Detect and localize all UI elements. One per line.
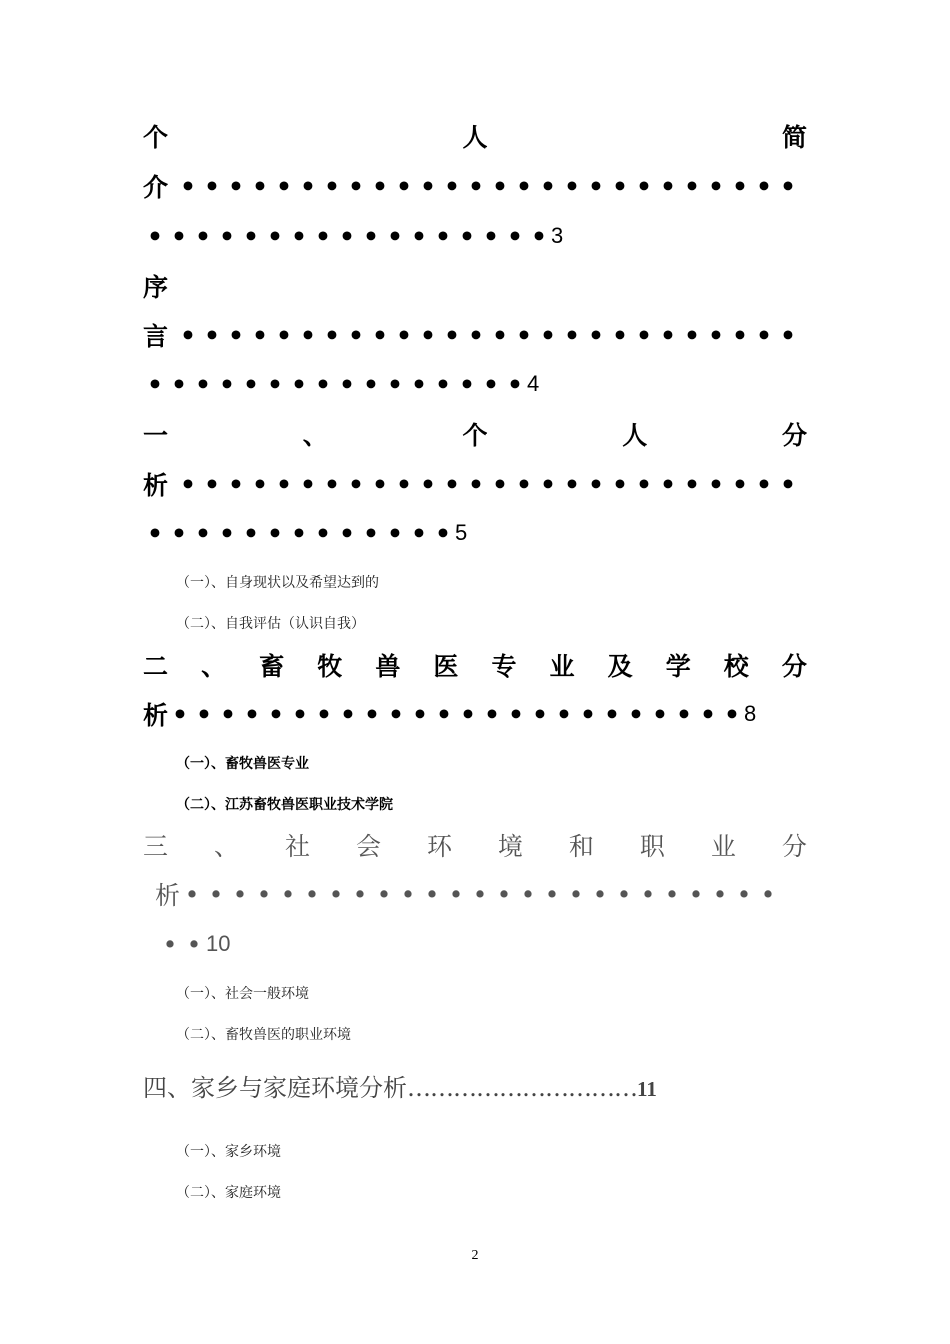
- leader-dot: •: [324, 320, 340, 350]
- leader-dot: •: [276, 320, 292, 350]
- toc-char: 牧: [317, 652, 343, 681]
- toc-subentry[interactable]: （二）、家庭环境: [176, 1185, 281, 1201]
- leader-dot: •: [660, 171, 676, 201]
- leader-dot: •: [592, 879, 608, 909]
- toc-char: 校: [723, 652, 749, 681]
- leader-dot: •: [516, 320, 532, 350]
- leader-dot: •: [252, 469, 268, 499]
- leader-dot: •: [540, 320, 556, 350]
- leader-dot: •: [708, 469, 724, 499]
- leader-dot: •: [492, 469, 508, 499]
- leader-dot: •: [348, 469, 364, 499]
- toc-page-number: 3: [551, 223, 564, 248]
- leader-dot: •: [172, 699, 188, 729]
- leader-dot: •: [268, 699, 284, 729]
- toc-char: 业: [549, 652, 575, 681]
- leader-dot: •: [564, 171, 580, 201]
- leader-dot: •: [363, 369, 379, 399]
- leader-dot: •: [363, 221, 379, 251]
- leader-dot: •: [204, 320, 220, 350]
- leader-dot: •: [243, 221, 259, 251]
- leader-dot: •: [660, 320, 676, 350]
- leader-dot: •: [339, 518, 355, 548]
- toc-char: 及: [607, 652, 633, 681]
- leader-dot: •: [612, 469, 628, 499]
- dot-leader: …………………………: [407, 1074, 637, 1102]
- leader-dot: •: [171, 518, 187, 548]
- dot-leader: [176, 470, 800, 499]
- leader-dot: •: [291, 369, 307, 399]
- leader-dot: •: [219, 518, 235, 548]
- leader-dot: •: [400, 879, 416, 909]
- leader-dot: •: [459, 221, 475, 251]
- leader-dot: •: [676, 699, 692, 729]
- leader-dot: •: [324, 469, 340, 499]
- leader-dot: •: [760, 879, 776, 909]
- leader-dot: •: [588, 320, 604, 350]
- leader-dot: •: [315, 221, 331, 251]
- leader-dot: •: [244, 699, 260, 729]
- toc-char: 、: [213, 832, 239, 861]
- leader-dot: •: [568, 879, 584, 909]
- leader-dot: •: [396, 469, 412, 499]
- leader-dot: •: [604, 699, 620, 729]
- toc-char: 社: [284, 832, 310, 861]
- leader-dot: •: [304, 879, 320, 909]
- leader-dot: •: [184, 879, 200, 909]
- leader-dot: •: [396, 171, 412, 201]
- leader-dot: •: [460, 699, 476, 729]
- leader-dot: •: [204, 469, 220, 499]
- leader-dot: •: [516, 171, 532, 201]
- leader-dot: •: [564, 320, 580, 350]
- leader-dot: •: [195, 369, 211, 399]
- leader-dot: •: [684, 469, 700, 499]
- toc-char: 三: [143, 832, 169, 861]
- leader-dot: •: [411, 221, 427, 251]
- leader-dot: •: [472, 879, 488, 909]
- leader-dot: •: [660, 469, 676, 499]
- leader-dot: •: [684, 171, 700, 201]
- toc-page-number: 11: [637, 1077, 657, 1101]
- page-number: 2: [471, 1248, 479, 1263]
- leader-dot: •: [276, 171, 292, 201]
- leader-dot: •: [228, 320, 244, 350]
- toc-entry-2-heading[interactable]: [143, 266, 807, 306]
- leader-dot: •: [180, 171, 196, 201]
- leader-dot: •: [612, 171, 628, 201]
- leader-dot: •: [348, 171, 364, 201]
- toc-entry-1-leader-cont[interactable]: [143, 216, 807, 256]
- leader-dot: •: [376, 879, 392, 909]
- leader-dot: •: [636, 171, 652, 201]
- leader-dot: •: [444, 469, 460, 499]
- leader-dot: •: [291, 221, 307, 251]
- leader-dot: •: [340, 699, 356, 729]
- toc-char: 学: [665, 652, 691, 681]
- leader-dot: •: [684, 320, 700, 350]
- leader-dot: •: [171, 369, 187, 399]
- leader-dot: •: [372, 320, 388, 350]
- toc-page-number: 8: [744, 701, 757, 726]
- toc-char: 个: [462, 421, 488, 450]
- leader-dot: •: [756, 469, 772, 499]
- toc-subentry[interactable]: （一）、畜牧兽医专业: [176, 756, 309, 772]
- leader-dot: •: [468, 320, 484, 350]
- leader-dot: •: [280, 879, 296, 909]
- toc-char: 析: [155, 881, 181, 910]
- leader-dot: •: [420, 171, 436, 201]
- leader-dot: •: [220, 699, 236, 729]
- leader-dot: •: [516, 469, 532, 499]
- toc-char: 人: [622, 421, 648, 450]
- toc-char: 畜: [259, 652, 285, 681]
- leader-dot: •: [186, 929, 202, 959]
- toc-char: 分: [781, 832, 807, 861]
- leader-dot: •: [396, 320, 412, 350]
- leader-dot: •: [315, 518, 331, 548]
- toc-char: 序: [143, 273, 169, 302]
- leader-dot: •: [267, 518, 283, 548]
- toc-entry-4-leader[interactable]: [143, 694, 807, 734]
- leader-dot: •: [507, 221, 523, 251]
- leader-dot: •: [492, 171, 508, 201]
- leader-dot: •: [640, 879, 656, 909]
- leader-dot: •: [232, 879, 248, 909]
- leader-dot: •: [352, 879, 368, 909]
- leader-dot: •: [444, 320, 460, 350]
- leader-dot: •: [556, 699, 572, 729]
- leader-dot: •: [736, 879, 752, 909]
- leader-dot: •: [411, 518, 427, 548]
- leader-dot: •: [324, 171, 340, 201]
- toc-char: 兽: [375, 652, 401, 681]
- toc-char: 言: [143, 322, 169, 351]
- leader-dot: •: [276, 469, 292, 499]
- leader-dot: •: [508, 699, 524, 729]
- leader-dot: •: [256, 879, 272, 909]
- toc-char: 和: [568, 832, 594, 861]
- toc-entry-5-leader-cont[interactable]: [158, 924, 798, 964]
- leader-dot: •: [388, 699, 404, 729]
- leader-dot: •: [780, 320, 796, 350]
- toc-entry-3-heading[interactable]: [143, 414, 807, 454]
- leader-dot: •: [708, 171, 724, 201]
- toc-page-number: 5: [455, 520, 468, 545]
- leader-dot: •: [372, 171, 388, 201]
- toc-subentry[interactable]: （一）、社会一般环境: [176, 986, 309, 1002]
- toc-char: 职: [639, 832, 665, 861]
- toc-subentry[interactable]: （一）、自身现状以及希望达到的: [176, 575, 379, 591]
- leader-dot: •: [315, 369, 331, 399]
- toc-char: 二: [143, 652, 169, 681]
- leader-dot: •: [180, 320, 196, 350]
- leader-dot: •: [219, 221, 235, 251]
- leader-dot: •: [162, 929, 178, 959]
- leader-dot: •: [243, 369, 259, 399]
- leader-dot: •: [300, 320, 316, 350]
- toc-char: 专: [491, 652, 517, 681]
- leader-dot: •: [372, 469, 388, 499]
- leader-dot: •: [411, 369, 427, 399]
- toc-entry-3-leader-cont[interactable]: [143, 513, 807, 553]
- toc-subentry[interactable]: （二）、畜牧兽医的职业环境: [176, 1027, 351, 1043]
- leader-dot: •: [387, 518, 403, 548]
- toc-char: 介: [143, 173, 169, 202]
- leader-dot: •: [267, 221, 283, 251]
- leader-dot: •: [732, 320, 748, 350]
- toc-entry-2-leader-cont[interactable]: [143, 364, 807, 404]
- toc-char: 、: [302, 421, 328, 450]
- leader-dot: •: [468, 469, 484, 499]
- dot-leader: [143, 222, 551, 251]
- leader-dot: •: [612, 320, 628, 350]
- leader-dot: •: [195, 518, 211, 548]
- leader-dot: •: [196, 699, 212, 729]
- leader-dot: •: [459, 369, 475, 399]
- dot-leader: [158, 930, 206, 959]
- toc-char: 个: [143, 123, 169, 152]
- toc-entry-6[interactable]: [143, 1068, 657, 1103]
- toc-subentry[interactable]: （一）、家乡环境: [176, 1144, 281, 1160]
- leader-dot: •: [756, 320, 772, 350]
- leader-dot: •: [147, 221, 163, 251]
- leader-dot: •: [732, 469, 748, 499]
- leader-dot: •: [448, 879, 464, 909]
- leader-dot: •: [147, 369, 163, 399]
- leader-dot: •: [348, 320, 364, 350]
- leader-dot: •: [219, 369, 235, 399]
- leader-dot: •: [316, 699, 332, 729]
- toc-char: 简: [781, 123, 807, 152]
- leader-dot: •: [292, 699, 308, 729]
- dot-leader: [176, 321, 800, 350]
- leader-dot: •: [339, 221, 355, 251]
- dot-leader: [143, 519, 455, 548]
- toc-entry-2-leader[interactable]: [143, 315, 807, 355]
- leader-dot: •: [243, 518, 259, 548]
- leader-dot: •: [364, 699, 380, 729]
- leader-dot: •: [420, 320, 436, 350]
- toc-entry-4-heading[interactable]: [143, 645, 807, 685]
- toc-char: 、: [201, 652, 227, 681]
- toc-page-number: 4: [527, 371, 540, 396]
- leader-dot: •: [228, 171, 244, 201]
- leader-dot: •: [147, 518, 163, 548]
- leader-dot: •: [483, 221, 499, 251]
- dot-leader: [176, 172, 800, 201]
- leader-dot: •: [484, 699, 500, 729]
- leader-dot: •: [507, 369, 523, 399]
- leader-dot: •: [444, 171, 460, 201]
- leader-dot: •: [688, 879, 704, 909]
- leader-dot: •: [564, 469, 580, 499]
- leader-dot: •: [267, 369, 283, 399]
- toc-entry-3-leader[interactable]: [143, 464, 807, 504]
- toc-entry-1-heading[interactable]: [143, 116, 807, 156]
- toc-char: 业: [710, 832, 736, 861]
- leader-dot: •: [468, 171, 484, 201]
- toc-char: 一: [143, 421, 169, 450]
- leader-dot: •: [171, 221, 187, 251]
- toc-char: 境: [497, 832, 523, 861]
- leader-dot: •: [363, 518, 379, 548]
- leader-dot: •: [300, 171, 316, 201]
- toc-entry-1-leader[interactable]: [143, 166, 807, 206]
- leader-dot: •: [252, 171, 268, 201]
- leader-dot: •: [652, 699, 668, 729]
- leader-dot: •: [531, 221, 547, 251]
- toc-subentry[interactable]: （二）、江苏畜牧兽医职业技术学院: [176, 797, 393, 813]
- toc-char: 会: [355, 832, 381, 861]
- leader-dot: •: [580, 699, 596, 729]
- toc-char: 析: [143, 471, 169, 500]
- leader-dot: •: [616, 879, 632, 909]
- leader-dot: •: [204, 171, 220, 201]
- toc-char: 析: [143, 701, 169, 730]
- leader-dot: •: [483, 369, 499, 399]
- leader-dot: •: [208, 879, 224, 909]
- leader-dot: •: [328, 879, 344, 909]
- leader-dot: •: [532, 699, 548, 729]
- leader-dot: •: [540, 171, 556, 201]
- leader-dot: •: [387, 221, 403, 251]
- leader-dot: •: [412, 699, 428, 729]
- leader-dot: •: [700, 699, 716, 729]
- leader-dot: •: [436, 699, 452, 729]
- leader-dot: •: [300, 469, 316, 499]
- leader-dot: •: [732, 171, 748, 201]
- toc-char: 医: [433, 652, 459, 681]
- leader-dot: •: [420, 469, 436, 499]
- leader-dot: •: [780, 171, 796, 201]
- leader-dot: •: [339, 369, 355, 399]
- leader-dot: •: [492, 320, 508, 350]
- leader-dot: •: [636, 320, 652, 350]
- leader-dot: •: [252, 320, 268, 350]
- leader-dot: •: [664, 879, 680, 909]
- leader-dot: •: [544, 879, 560, 909]
- leader-dot: •: [228, 469, 244, 499]
- toc-entry-5-heading[interactable]: [143, 825, 807, 865]
- toc-char: 分: [781, 652, 807, 681]
- leader-dot: •: [780, 469, 796, 499]
- leader-dot: •: [496, 879, 512, 909]
- leader-dot: •: [588, 469, 604, 499]
- toc-char: 环: [426, 832, 452, 861]
- toc-char: 分: [781, 421, 807, 450]
- toc-entry-5-leader[interactable]: [155, 874, 807, 914]
- leader-dot: •: [435, 518, 451, 548]
- leader-dot: •: [424, 879, 440, 909]
- leader-dot: •: [712, 879, 728, 909]
- leader-dot: •: [195, 221, 211, 251]
- leader-dot: •: [636, 469, 652, 499]
- dot-leader: [143, 370, 527, 399]
- leader-dot: •: [520, 879, 536, 909]
- leader-dot: •: [756, 171, 772, 201]
- leader-dot: •: [588, 171, 604, 201]
- leader-dot: •: [291, 518, 307, 548]
- leader-dot: •: [540, 469, 556, 499]
- leader-dot: •: [435, 221, 451, 251]
- leader-dot: •: [180, 469, 196, 499]
- leader-dot: •: [628, 699, 644, 729]
- dot-leader: [168, 700, 744, 729]
- toc-char: 人: [462, 123, 488, 152]
- toc-page-number: 10: [206, 931, 231, 956]
- toc-entry-title: 四、家乡与家庭环境分析: [143, 1074, 407, 1102]
- leader-dot: •: [435, 369, 451, 399]
- toc-subentry[interactable]: （二）、自我评估（认识自我）: [176, 616, 365, 632]
- dot-leader: [180, 880, 780, 909]
- leader-dot: •: [708, 320, 724, 350]
- leader-dot: •: [387, 369, 403, 399]
- leader-dot: •: [724, 699, 740, 729]
